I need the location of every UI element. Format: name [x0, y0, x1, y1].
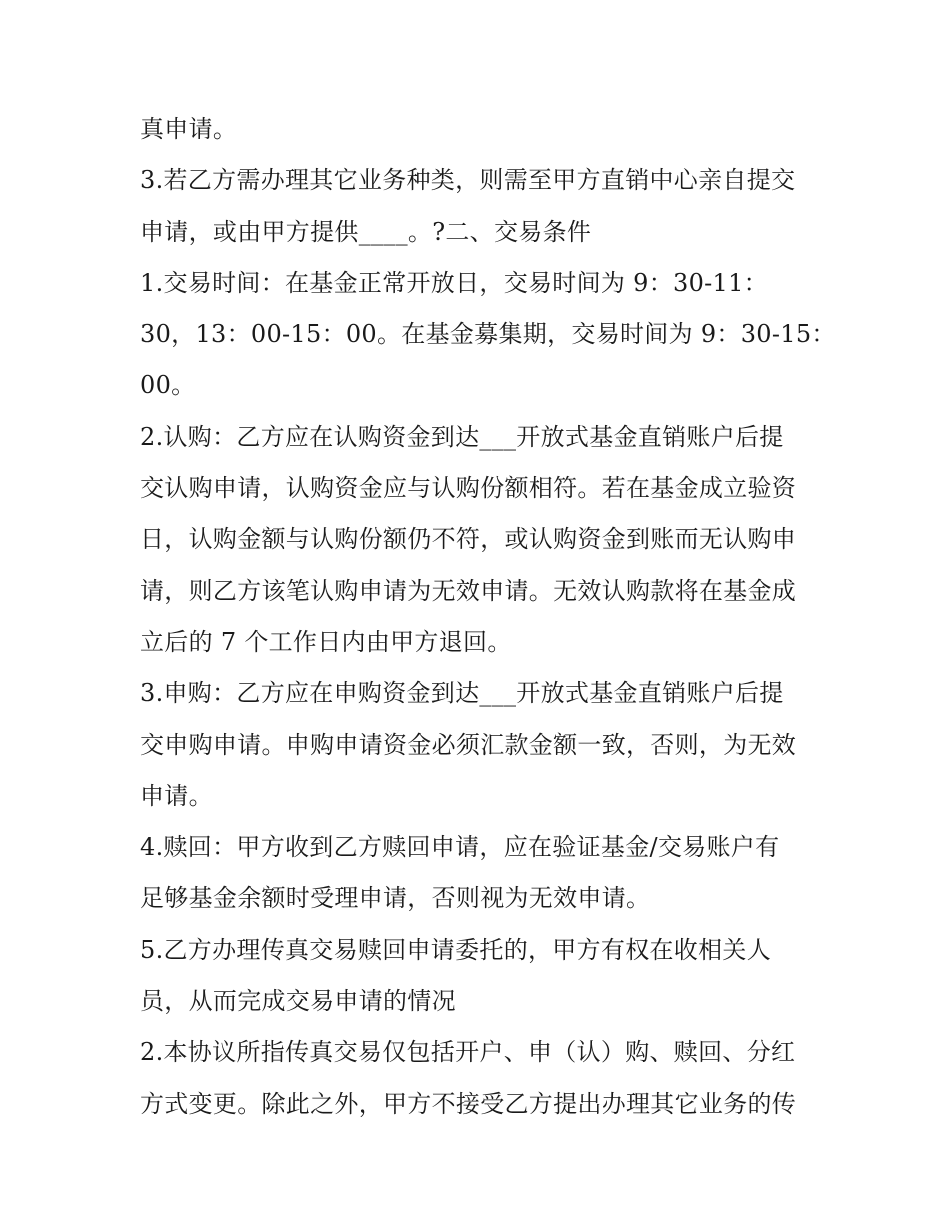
- text-line: 2.本协议所指传真交易仅包括开户、申（认）购、赎回、分红: [140, 1038, 796, 1067]
- text-line: 交申购申请。申购申请资金必须汇款金额一致，否则，为无效: [140, 730, 797, 759]
- text-line: 申请。: [140, 781, 213, 810]
- text-line: 请，则乙方该笔认购申请为无效申请。无效认购款将在基金成: [140, 576, 797, 605]
- document-body: [140, 104, 836, 1130]
- text-line: 足够基金余额时受理申请，否则视为无效申请。: [140, 884, 651, 913]
- text-line: 申请，或由甲方提供____。?二、交易条件: [140, 217, 592, 246]
- text-line: 4.赎回：甲方收到乙方赎回申请，应在验证基金/交易账户有: [140, 833, 780, 862]
- text-line: 方式变更。除此之外，甲方不接受乙方提出办理其它业务的传: [140, 1089, 797, 1118]
- text-line: 立后的 7 个工作日内由甲方退回。: [140, 627, 512, 656]
- text-line: 2.认购：乙方应在认购资金到达___开放式基金直销账户后提: [140, 422, 784, 451]
- text-line: 5.乙方办理传真交易赎回申请委托的，甲方有权在收相关人: [140, 935, 771, 964]
- text-line: 3.申购：乙方应在申购资金到达___开放式基金直销账户后提: [140, 679, 784, 708]
- text-line: 30，13：00-15：00。在基金募集期，交易时间为 9：30-15：: [140, 320, 836, 349]
- text-line: 00。: [140, 371, 196, 400]
- text-line: 日，认购金额与认购份额仍不符，或认购资金到账而无认购申: [140, 525, 797, 554]
- text-line: 真申请。: [140, 115, 238, 143]
- text-line: 员，从而完成交易申请的情况: [140, 987, 456, 1016]
- text-line: 1.交易时间：在基金正常开放日，交易时间为 9：30-11：: [140, 268, 768, 297]
- text-line: 3.若乙方需办理其它业务种类，则需至甲方直销中心亲自提交: [140, 166, 796, 195]
- text-line: 交认购申请，认购资金应与认购份额相符。若在基金成立验资: [140, 474, 797, 503]
